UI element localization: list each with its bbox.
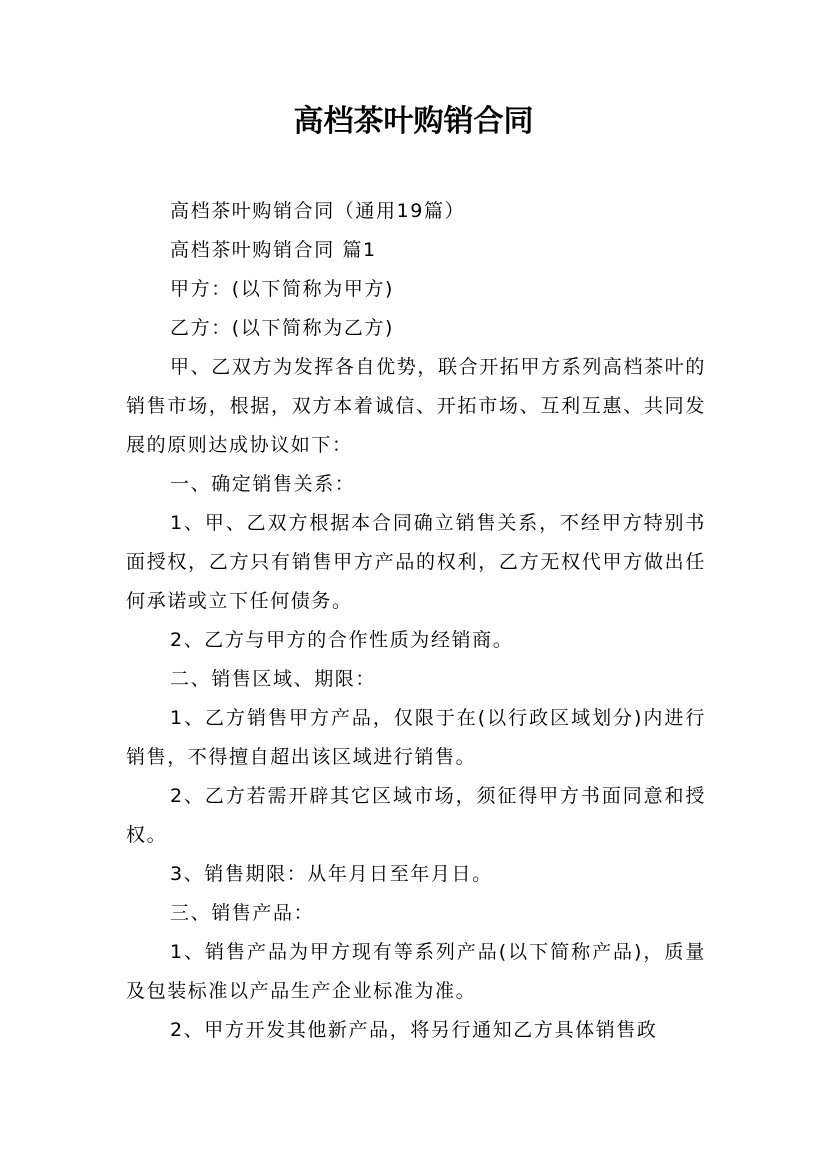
document-title: 高档茶叶购销合同: [293, 104, 534, 139]
paragraph-party-a: 甲方：(以下简称为甲方): [170, 278, 395, 300]
paragraph-clause-2-1: 1、乙方销售甲方产品，仅限于在(以行政区域划分)内进行销售，不得擅自超出该区域进行销售。: [126, 707, 706, 768]
paragraph-clause-3-2: 2、甲方开发其他新产品，将另行通知乙方具体销售政: [170, 1019, 658, 1041]
paragraph-clause-heading-3: 三、销售产品：: [170, 902, 315, 924]
paragraph-clause-1-1: 1、甲、乙双方根据本合同确立销售关系，不经甲方特别书面授权，乙方只有销售甲方产品的权利，乙方无权代甲方做出任何承诺或立下任何债务。: [126, 512, 706, 612]
paragraph-clause-2-2: 2、乙方若需开辟其它区域市场，须征得甲方书面同意和授权。: [126, 785, 706, 846]
paragraph-clause-heading-2: 二、销售区域、期限：: [170, 668, 377, 690]
paragraph-clause-1-2: 2、乙方与甲方的合作性质为经销商。: [170, 629, 514, 651]
paragraph-preamble: 甲、乙双方为发挥各自优势，联合开拓甲方系列高档茶叶的销售市场，根据，双方本着诚信、开拓市场、互利互惠、共同发展的原则达成协议如下：: [126, 356, 706, 456]
paragraph-collection-title: 高档茶叶购销合同（通用19篇）: [170, 200, 466, 222]
paragraph-party-b: 乙方：(以下简称为乙方): [170, 317, 395, 339]
paragraph-clause-2-3: 3、销售期限：从年月日至年月日。: [170, 863, 493, 885]
document-body: [126, 192, 706, 1050]
paragraph-section-heading: 高档茶叶购销合同 篇1: [170, 239, 377, 261]
paragraph-clause-3-1: 1、销售产品为甲方现有等系列产品(以下简称产品)，质量及包装标准以产品生产企业标准为准。: [126, 941, 706, 1002]
paragraph-clause-heading-1: 一、确定销售关系：: [170, 473, 356, 495]
